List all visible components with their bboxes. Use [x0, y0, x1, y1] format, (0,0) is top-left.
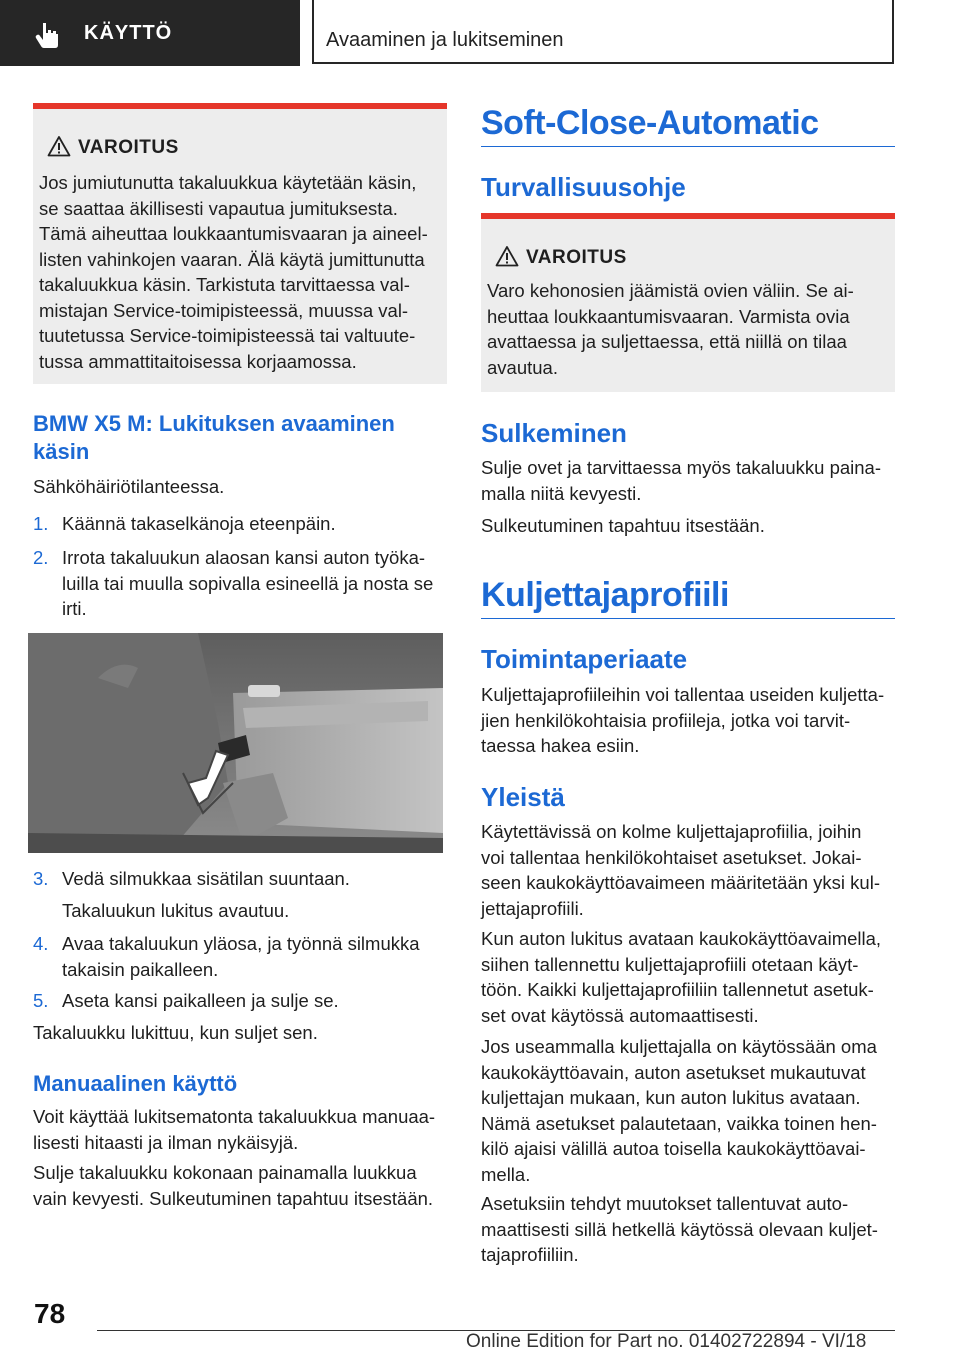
- warning-box-soft-close: [481, 213, 895, 392]
- step-number: 1.: [33, 513, 49, 534]
- pointing-hand-icon: [34, 20, 64, 50]
- step-number: 3.: [33, 868, 49, 889]
- warning-text: Jos jumiutunutta takaluukkua käytetään käsin, se saattaa äkillisesti vapautua jumituksesta. Tämä aiheuttaa loukkaantumisvaaran ja aineel- listen vahinkojen vaaran. Älä käytä jumittunutta takaluukkua käsin. Tarkistuta tarvittaessa val- mistajan Service-toimipisteessä, muussa val- tuutetussa Service-toimipisteessä tai valtuute- tussa ammattitaitoisessa korjaamossa.: [39, 172, 428, 372]
- title-driver-profile: Kuljettajaprofiili: [481, 576, 729, 614]
- chapter-tab: [312, 0, 894, 64]
- general-text-4: Asetuksiin tehdyt muutokset tallentuvat auto- maattisesti sillä hetkellä käytössä olevaan kuljet- tajaprofiiliin.: [481, 1193, 878, 1265]
- step-number: 5.: [33, 990, 49, 1011]
- closing-text: Sulje ovet ja tarvittaessa myös takaluukku paina- malla niitä kevyesti.: [481, 457, 882, 504]
- manual-use-text-2: Sulje takaluukku kokonaan painamalla luukkua vain kevyesti. Sulkeutuminen tapahtuu itsestään.: [33, 1162, 434, 1209]
- general-text-2: Kun auton lukitus avataan kaukokäyttöavaimella, siihen tallennettu kuljettajaprofiili otetaan käyt- töön. Kaikki kuljettajaprofiiliin tallennetut asetuk- set ovat käytössä automaattisesti.: [481, 928, 882, 1026]
- chapter-title: Avaaminen ja lukitseminen: [326, 29, 564, 51]
- closing-text-2: Sulkeutuminen tapahtuu itsestään.: [481, 515, 765, 536]
- warning-triangle-icon: [495, 245, 519, 267]
- title-soft-close: Soft-Close-Automatic: [481, 104, 819, 142]
- general-text-3: Jos useammalla kuljettajalla on käytössään oma kaukokäyttöavain, auton asetukset mukautuvat kuljettajan mukaan, kun auton lukitus avataan. Nämä asetukset palautetaan, vaikka toinen hen- kilö ajaisi välillä autoa toisella kaukokäyttöavai- mella.: [481, 1036, 877, 1185]
- section-heading-manual-use: Manuaalinen käyttö: [33, 1071, 238, 1096]
- subheading-general: Yleistä: [481, 782, 565, 812]
- warning-box: [33, 103, 447, 384]
- title-rule: [481, 618, 895, 619]
- page-header: [0, 0, 960, 66]
- page-number: 78: [34, 1298, 66, 1329]
- step-number: 4.: [33, 933, 49, 954]
- manual-use-text: Voit käyttää lukitsematonta takaluukkua manuaa- lisesti hitaasti ja ilman nykäisyjä.: [33, 1106, 436, 1153]
- footer-edition: Online Edition for Part no. 01402722894 - VI/18: [466, 1331, 867, 1352]
- trunk-lock-photo: [28, 633, 443, 853]
- general-text-1: Käytettävissä on kolme kuljettajaprofiilia, joihin voi tallentaa henkilökohtaiset asetukset. Jokai- seen kaukokäyttöavaimeen määritetään yksi kul- jettajaprofiili.: [481, 821, 880, 919]
- outro-text: Takaluukku lukittuu, kun suljet sen.: [33, 1022, 318, 1043]
- step-text: Vedä silmukkaa sisätilan suuntaan.: [62, 868, 350, 889]
- step-result: Takaluukun lukitus avautuu.: [62, 900, 290, 921]
- step-text: Aseta kansi paikalleen ja sulje se.: [62, 990, 339, 1011]
- warning-title: VAROITUS: [526, 247, 627, 268]
- section-label: KÄYTTÖ: [84, 22, 173, 44]
- intro-text: Sähköhäiriötilanteessa.: [33, 476, 225, 497]
- warning-title: VAROITUS: [78, 137, 179, 158]
- step-number: 2.: [33, 547, 49, 568]
- subheading-closing: Sulkeminen: [481, 418, 627, 448]
- section-heading-manual-unlock: BMW X5 M: Lukituksen avaaminen käsin: [33, 411, 395, 464]
- warning-triangle-icon: [47, 135, 71, 157]
- title-rule: [481, 146, 895, 147]
- principle-text: Kuljettajaprofiileihin voi tallentaa useiden kuljetta- jien henkilökohtaisia profiileja, jotka voi tarvit- taessa hakea esiin.: [481, 684, 885, 756]
- warning-text: Varo kehonosien jäämistä ovien väliin. Se ai- heuttaa loukkaantumisvaaran. Varmista ovia avattaessa ja suljettaessa, että niillä on tilaa avautua.: [487, 280, 854, 378]
- step-text: Avaa takaluukun yläosa, ja työnnä silmukka takaisin paikalleen.: [62, 933, 420, 980]
- subheading-safety: Turvallisuusohje: [481, 172, 686, 202]
- step-text: Irrota takaluukun alaosan kansi auton työka- luilla tai muulla sopivalla esineellä ja nosta se irti.: [62, 547, 434, 619]
- step-text: Käännä takaselkänoja eteenpäin.: [62, 513, 336, 534]
- subheading-principle: Toimintaperiaate: [481, 644, 688, 674]
- section-tab: [0, 0, 300, 66]
